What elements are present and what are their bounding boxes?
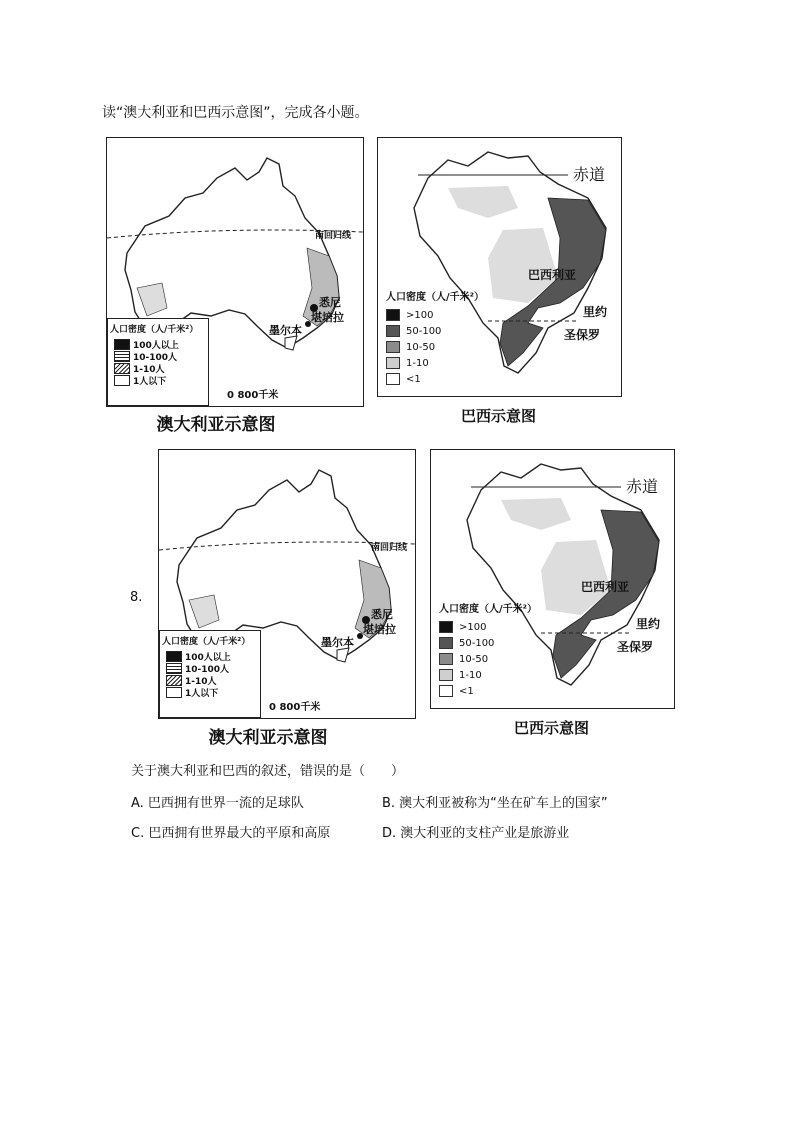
- intro-text: 读“澳大利亚和巴西示意图”，完成各小题。: [102, 105, 369, 121]
- australia-legend: 人口密度（人/千米²） 100人以上 10-100人 1-10人 1人以下: [159, 630, 261, 718]
- brazil-caption-2: 巴西示意图: [513, 719, 589, 737]
- city-melbourne: 墨尔本: [269, 324, 302, 337]
- scale-bar: 0 800千米: [269, 702, 321, 713]
- australia-map-2: [158, 449, 416, 719]
- swatch-low: [114, 363, 130, 374]
- option-b: B. 澳大利亚被称为“坐在矿车上的国家”: [382, 796, 608, 811]
- equator-label: 赤道: [573, 165, 606, 184]
- city-rio: 里约: [636, 617, 661, 631]
- equator-label: 赤道: [626, 477, 659, 496]
- brasilia-label: 巴西利亚: [528, 268, 577, 282]
- tropic-label: 南回归线: [315, 231, 352, 241]
- legend-title: 人口密度（人/千米²）: [162, 637, 251, 647]
- question-text: 关于澳大利亚和巴西的叙述，错误的是（ ）: [131, 764, 405, 779]
- swatch-mid: [114, 351, 130, 362]
- legend-title: 人口密度（人/千米²）: [386, 292, 485, 303]
- question-number: 8.: [130, 590, 143, 605]
- australia-legend: 人口密度（人/千米²） 100人以上 10-100人 1-10人 1人以下: [107, 318, 209, 406]
- city-rio: 里约: [583, 305, 608, 319]
- city-sao-paulo: 圣保罗: [564, 328, 601, 342]
- tropic-label: 南回归线: [371, 543, 408, 553]
- brazil-map-2: [430, 449, 675, 709]
- brazil-map: [377, 137, 622, 397]
- legend-title: 人口密度（人/千米²）: [110, 325, 199, 335]
- option-c: C. 巴西拥有世界最大的平原和高原: [131, 826, 331, 841]
- city-canberra: 堪培拉: [363, 623, 396, 636]
- brazil-legend: 人口密度（人/千米²） >100 50-100 10-50 1-10 <1: [439, 600, 537, 699]
- city-canberra: 堪培拉: [311, 311, 344, 324]
- brazil-caption: 巴西示意图: [460, 407, 536, 425]
- option-a: A. 巴西拥有世界一流的足球队: [131, 796, 304, 811]
- city-sydney: 悉尼: [371, 608, 393, 621]
- swatch-lowest: [114, 375, 130, 386]
- brasilia-label: 巴西利亚: [581, 580, 630, 594]
- city-sydney: 悉尼: [319, 296, 341, 309]
- legend-title: 人口密度（人/千米²）: [439, 604, 538, 615]
- swatch-high: [114, 339, 130, 350]
- option-d: D. 澳大利亚的支柱产业是旅游业: [382, 826, 570, 841]
- australia-caption-2: 澳大利亚示意图: [208, 728, 328, 748]
- scale-bar: 0 800千米: [227, 390, 279, 401]
- australia-map: [106, 137, 364, 407]
- australia-caption: 澳大利亚示意图: [156, 415, 276, 435]
- brazil-legend: 人口密度（人/千米²） >100 50-100 10-50 1-10 <1: [386, 288, 484, 387]
- city-sao-paulo: 圣保罗: [617, 640, 654, 654]
- city-melbourne: 墨尔本: [321, 636, 354, 649]
